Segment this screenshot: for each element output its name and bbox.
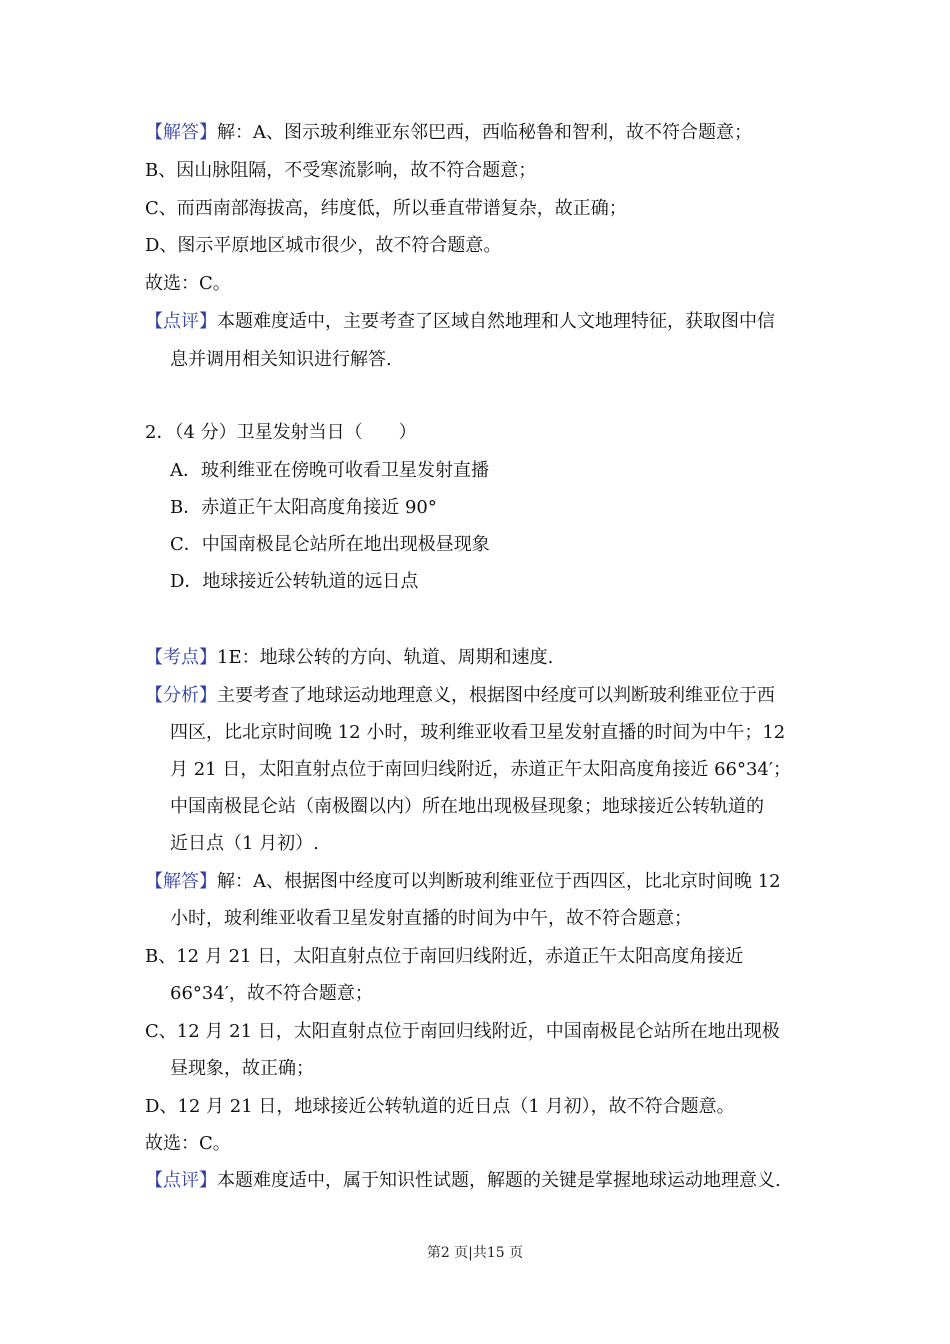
kaodian-text: 1E：地球公转的方向、轨道、周期和速度. (217, 647, 554, 668)
analysis-line-3: 月 21 日，太阳直射点位于南回归线附近，赤道正午太阳高度角接近 66°34′； (170, 759, 791, 780)
comment-text: 本题难度适中，主要考查了区域自然地理和人文地理特征，获取图中信 (217, 311, 775, 332)
answer2-tag: 【解答】 (145, 871, 217, 892)
option-b: B．赤道正午太阳高度角接近 90° (170, 497, 437, 518)
answer2-line-4: 66°34′，故不符合题意； (170, 983, 373, 1004)
comment-line-2: 息并调用相关知识进行解答. (170, 349, 392, 370)
answer-text: 解：A、图示玻利维亚东邻巴西，西临秘鲁和智利，故不符合题意； (217, 122, 752, 143)
analysis-text: 主要考查了地球运动地理意义，根据图中经度可以判断玻利维亚位于西 (217, 685, 775, 706)
answer-line-3: C、而西南部海拔高，纬度低，所以垂直带谱复杂，故正确； (145, 198, 627, 219)
analysis-line-1 (145, 683, 810, 709)
analysis-tag: 【分析】 (145, 685, 217, 706)
analysis-line-5: 近日点（1 月初）. (170, 833, 319, 854)
kaodian-line (145, 645, 810, 671)
answer-line-1 (145, 120, 810, 146)
comment-tag: 【点评】 (145, 311, 217, 332)
answer-line-4: D、图示平原地区城市很少，故不符合题意。 (145, 235, 502, 256)
comment2-line (145, 1168, 810, 1194)
answer-tag: 【解答】 (145, 122, 217, 143)
page-footer: 第2 页|共15 页 (426, 1245, 524, 1261)
kaodian-tag: 【考点】 (145, 647, 217, 668)
comment2-tag: 【点评】 (145, 1170, 217, 1191)
answer2-line-2: 小时，玻利维亚收看卫星发射直播的时间为中午，故不符合题意； (170, 908, 692, 929)
answer2-line-6: 昼现象，故正确； (170, 1058, 314, 1079)
answer-line-2: B、因山脉阻隔，不受寒流影响，故不符合题意； (145, 160, 537, 181)
option-a: A．玻利维亚在傍晚可收看卫星发射直播 (170, 460, 489, 481)
analysis-line-4: 中国南极昆仑站（南极圈以内）所在地出现极昼现象；地球接近公转轨道的 (170, 796, 764, 817)
answer-choice: 故选：C。 (145, 273, 231, 294)
analysis-line-2: 四区，比北京时间晚 12 小时，玻利维亚收看卫星发射直播的时间为中午；12 (170, 722, 786, 743)
option-c: C．中国南极昆仑站所在地出现极昼现象 (170, 534, 490, 555)
comment-line-1 (145, 309, 810, 335)
answer2-choice: 故选：C。 (145, 1133, 231, 1154)
answer2-text: 解：A、根据图中经度可以判断玻利维亚位于西四区，比北京时间晚 12 (217, 871, 781, 892)
comment2-text: 本题难度适中，属于知识性试题，解题的关键是掌握地球运动地理意义. (217, 1170, 781, 1191)
answer2-line-3: B、12 月 21 日，太阳直射点位于南回归线附近，赤道正午太阳高度角接近 (145, 946, 744, 967)
answer2-line-5: C、12 月 21 日，太阳直射点位于南回归线附近，中国南极昆仑站所在地出现极 (145, 1021, 780, 1042)
question-stem: 2．（4 分）卫星发射当日（ ） (145, 422, 417, 443)
option-d: D．地球接近公转轨道的远日点 (170, 571, 419, 592)
answer2-line-7: D、12 月 21 日，地球接近公转轨道的近日点（1 月初），故不符合题意。 (145, 1096, 735, 1117)
answer2-line-1 (145, 869, 810, 895)
